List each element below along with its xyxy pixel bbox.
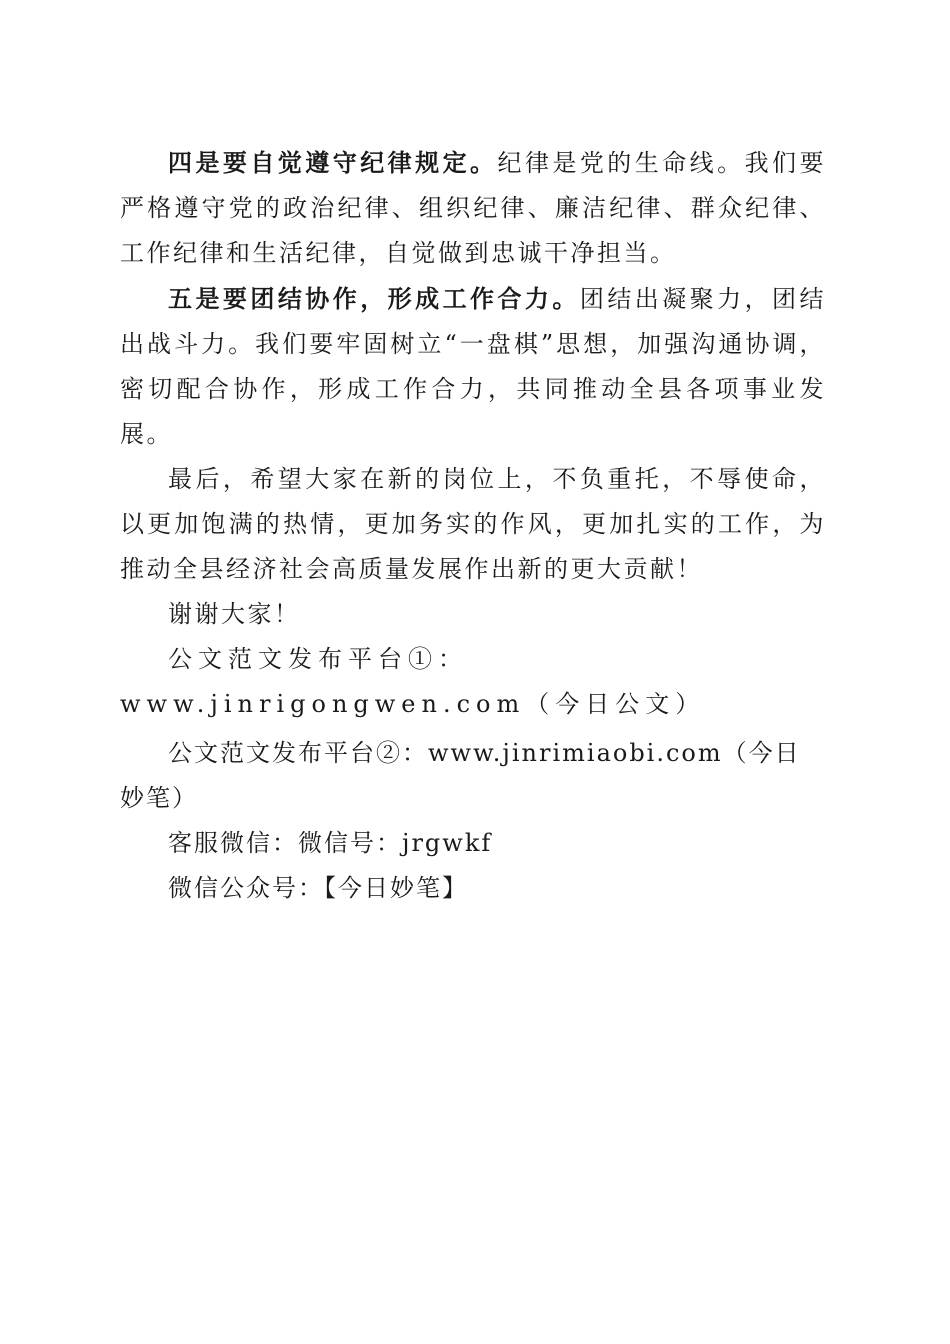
paragraph-teamwork bbox=[120, 276, 826, 457]
footer-wechat-service: 客服微信：微信号：jrgwkf bbox=[168, 829, 493, 857]
paragraph-text: 谢谢大家！ bbox=[168, 600, 301, 628]
paragraph-lead: 四是要自觉遵守纪律规定。 bbox=[168, 148, 498, 177]
paragraph-lead: 五是要团结协作，形成工作合力。 bbox=[168, 284, 580, 313]
paragraph-closing bbox=[120, 457, 826, 592]
paragraph-text: 团结出凝聚力，团结出战斗力。我们要牢固树立“一盘棋”思想，加强沟通协调，密切配合协作，形成工作合力，共同推动全县各项事业发展。 bbox=[120, 285, 827, 448]
footer-platform-2: 公文范文发布平台②：www.jinrimiaobi.com（今日妙笔） bbox=[120, 739, 801, 812]
paragraph-text: 纪律是党的生命线。我们要严格遵守党的政治纪律、组织纪律、廉洁纪律、群众纪律、工作纪律和生活纪律，自觉做到忠诚干净担当。 bbox=[120, 149, 827, 267]
paragraph-text: 最后，希望大家在新的岗位上，不负重托，不辱使命，以更加饱满的热情，更加务实的作风，更加扎实的工作，为推动全县经济社会高质量发展作出新的更大贡献！ bbox=[120, 465, 826, 583]
document-page bbox=[120, 140, 826, 911]
footer-platform-1: 公文范文发布平台①：www.jinrigongwen.com（今日公文） bbox=[120, 645, 706, 718]
paragraph-discipline bbox=[120, 140, 826, 276]
paragraph-thanks bbox=[120, 592, 826, 637]
footer-wechat-public: 微信公众号：【今日妙笔】 bbox=[168, 874, 468, 902]
